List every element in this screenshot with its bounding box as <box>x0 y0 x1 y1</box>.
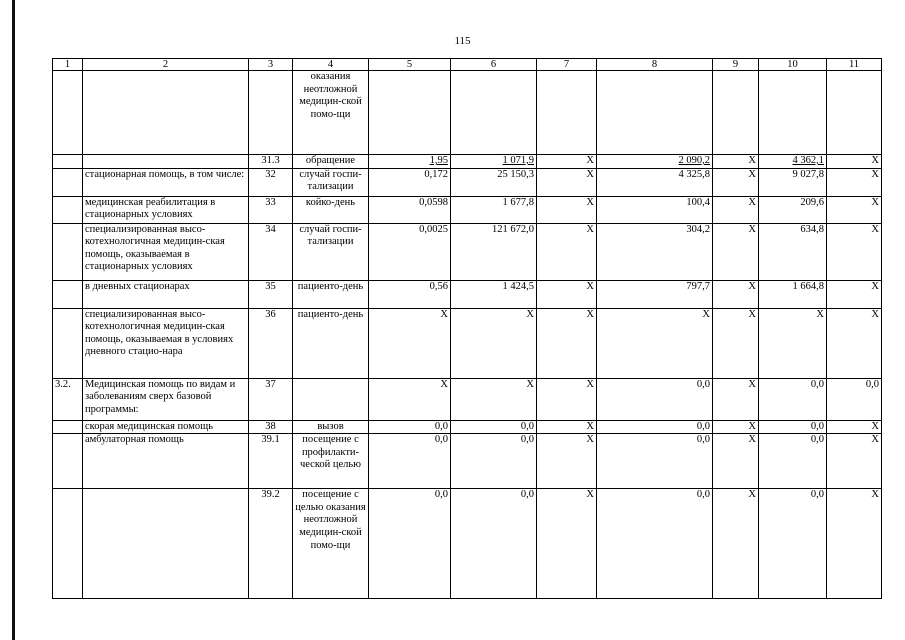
table-row <box>53 155 882 169</box>
cell-unit: оказания неотложной медицин-ской помо-щи <box>293 71 369 155</box>
page-number: 115 <box>454 35 471 47</box>
cell-col10: 0,0 <box>759 420 827 434</box>
cell-col8: 100,4 <box>597 196 713 223</box>
cell-col6: X <box>451 378 537 420</box>
cell-care-type: Медицинская помощь по видам и заболеваниям сверх базовой программы: <box>83 378 249 420</box>
norms-table <box>52 58 882 599</box>
cell-col10: 634,8 <box>759 223 827 280</box>
cell-col5: 0,0 <box>369 434 451 489</box>
cell-col7: X <box>537 280 597 308</box>
cell-col11: X <box>827 168 882 196</box>
cell-care-type: стационарная помощь, в том числе: <box>83 168 249 196</box>
cell-col7 <box>537 71 597 155</box>
header-cell: 8 <box>597 59 713 71</box>
cell-care-type <box>83 489 249 599</box>
cell-col7: X <box>537 168 597 196</box>
header-cell: 4 <box>293 59 369 71</box>
cell-col10: 4 362,1 <box>759 155 827 169</box>
cell-unit <box>293 378 369 420</box>
cell-unit: случай госпи-тализации <box>293 223 369 280</box>
cell-col8: 0,0 <box>597 378 713 420</box>
cell-col5: 0,0598 <box>369 196 451 223</box>
cell-col8 <box>597 71 713 155</box>
cell-col10: 0,0 <box>759 489 827 599</box>
table-row <box>53 280 882 308</box>
table-row <box>53 168 882 196</box>
cell-col6: 0,0 <box>451 434 537 489</box>
table-row <box>53 308 882 378</box>
table-row <box>53 71 882 155</box>
cell-row-code: 35 <box>249 280 293 308</box>
cell-unit: пациенто-день <box>293 308 369 378</box>
cell-row-code: 38 <box>249 420 293 434</box>
header-cell: 3 <box>249 59 293 71</box>
header-cell: 2 <box>83 59 249 71</box>
cell-col5: 1,95 <box>369 155 451 169</box>
cell-row-code: 34 <box>249 223 293 280</box>
cell-care-type: специализированная высо-котехнологичная медицин-ская помощь, оказываемая в стационарных условиях <box>83 223 249 280</box>
cell-col10 <box>759 71 827 155</box>
cell-row-code: 36 <box>249 308 293 378</box>
cell-col10: 0,0 <box>759 378 827 420</box>
cell-col9: X <box>713 196 759 223</box>
cell-col11: X <box>827 155 882 169</box>
cell-col8: 0,0 <box>597 489 713 599</box>
cell-col5: 0,172 <box>369 168 451 196</box>
header-cell: 7 <box>537 59 597 71</box>
cell-col6: X <box>451 308 537 378</box>
cell-col6: 1 677,8 <box>451 196 537 223</box>
cell-col10: 209,6 <box>759 196 827 223</box>
cell-col9: X <box>713 308 759 378</box>
header-cell: 9 <box>713 59 759 71</box>
cell-row-code: 37 <box>249 378 293 420</box>
cell-col11: X <box>827 223 882 280</box>
cell-care-type: медицинская реабилитация в стационарных условиях <box>83 196 249 223</box>
cell-col7: X <box>537 378 597 420</box>
cell-col9: X <box>713 489 759 599</box>
cell-col6: 0,0 <box>451 420 537 434</box>
table-row <box>53 378 882 420</box>
cell-col9: X <box>713 155 759 169</box>
cell-section-number <box>53 223 83 280</box>
cell-col6: 1 424,5 <box>451 280 537 308</box>
cell-row-code <box>249 71 293 155</box>
cell-col6: 121 672,0 <box>451 223 537 280</box>
cell-section-number <box>53 280 83 308</box>
header-cell: 10 <box>759 59 827 71</box>
table-row <box>53 420 882 434</box>
cell-col9 <box>713 71 759 155</box>
cell-col10: 0,0 <box>759 434 827 489</box>
cell-care-type <box>83 71 249 155</box>
cell-row-code: 31.3 <box>249 155 293 169</box>
cell-col7: X <box>537 489 597 599</box>
header-row <box>53 59 882 71</box>
cell-col9: X <box>713 378 759 420</box>
cell-section-number <box>53 196 83 223</box>
table-row <box>53 489 882 599</box>
cell-col9: X <box>713 434 759 489</box>
header-cell: 6 <box>451 59 537 71</box>
cell-care-type: специализированная высо-котехнологичная медицин-ская помощь, оказываемая в условиях дневного стацио-нара <box>83 308 249 378</box>
cell-col7: X <box>537 434 597 489</box>
cell-col8: 304,2 <box>597 223 713 280</box>
cell-col8: 0,0 <box>597 420 713 434</box>
cell-section-number <box>53 155 83 169</box>
cell-row-code: 39.1 <box>249 434 293 489</box>
cell-col10: 1 664,8 <box>759 280 827 308</box>
cell-col9: X <box>713 168 759 196</box>
cell-col9: X <box>713 280 759 308</box>
cell-col8: 4 325,8 <box>597 168 713 196</box>
cell-col11: X <box>827 196 882 223</box>
cell-col8: 2 090,2 <box>597 155 713 169</box>
cell-col11: 0,0 <box>827 378 882 420</box>
cell-care-type: амбулаторная помощь <box>83 434 249 489</box>
cell-unit: пациенто-день <box>293 280 369 308</box>
cell-unit: посещение с профилакти-ческой целью <box>293 434 369 489</box>
cell-col6: 25 150,3 <box>451 168 537 196</box>
cell-section-number <box>53 434 83 489</box>
cell-section-number: 3.2. <box>53 378 83 420</box>
table-row <box>53 223 882 280</box>
cell-col11: X <box>827 308 882 378</box>
cell-col5: X <box>369 308 451 378</box>
cell-col6: 0,0 <box>451 489 537 599</box>
cell-col5: 0,0025 <box>369 223 451 280</box>
cell-col5: 0,0 <box>369 489 451 599</box>
cell-row-code: 33 <box>249 196 293 223</box>
cell-col5: 0,56 <box>369 280 451 308</box>
cell-col6: 1 071,9 <box>451 155 537 169</box>
cell-col8: 0,0 <box>597 434 713 489</box>
cell-care-type: в дневных стационарах <box>83 280 249 308</box>
cell-col11: X <box>827 489 882 599</box>
cell-col11: X <box>827 280 882 308</box>
cell-col7: X <box>537 223 597 280</box>
cell-col8: X <box>597 308 713 378</box>
cell-col9: X <box>713 223 759 280</box>
cell-care-type <box>83 155 249 169</box>
header-cell: 11 <box>827 59 882 71</box>
cell-col11: X <box>827 434 882 489</box>
cell-col7: X <box>537 308 597 378</box>
cell-row-code: 39.2 <box>249 489 293 599</box>
cell-section-number <box>53 308 83 378</box>
cell-col11 <box>827 71 882 155</box>
cell-unit: обращение <box>293 155 369 169</box>
cell-unit: койко-день <box>293 196 369 223</box>
cell-col11: X <box>827 420 882 434</box>
cell-col10: 9 027,8 <box>759 168 827 196</box>
table-row <box>53 196 882 223</box>
header-cell: 1 <box>53 59 83 71</box>
table-row <box>53 434 882 489</box>
cell-col5: 0,0 <box>369 420 451 434</box>
cell-unit: посещение с целью оказания неотложной медицин-ской помо-щи <box>293 489 369 599</box>
cell-col7: X <box>537 155 597 169</box>
binding-edge <box>12 0 15 640</box>
cell-col7: X <box>537 196 597 223</box>
header-cell: 5 <box>369 59 451 71</box>
cell-section-number <box>53 71 83 155</box>
cell-col5 <box>369 71 451 155</box>
cell-row-code: 32 <box>249 168 293 196</box>
cell-col6 <box>451 71 537 155</box>
cell-section-number <box>53 168 83 196</box>
cell-care-type: скорая медицинская помощь <box>83 420 249 434</box>
cell-section-number <box>53 489 83 599</box>
cell-unit: случай госпи-тализации <box>293 168 369 196</box>
cell-col5: X <box>369 378 451 420</box>
cell-section-number <box>53 420 83 434</box>
cell-unit: вызов <box>293 420 369 434</box>
cell-col8: 797,7 <box>597 280 713 308</box>
cell-col10: X <box>759 308 827 378</box>
cell-col9: X <box>713 420 759 434</box>
cell-col7: X <box>537 420 597 434</box>
